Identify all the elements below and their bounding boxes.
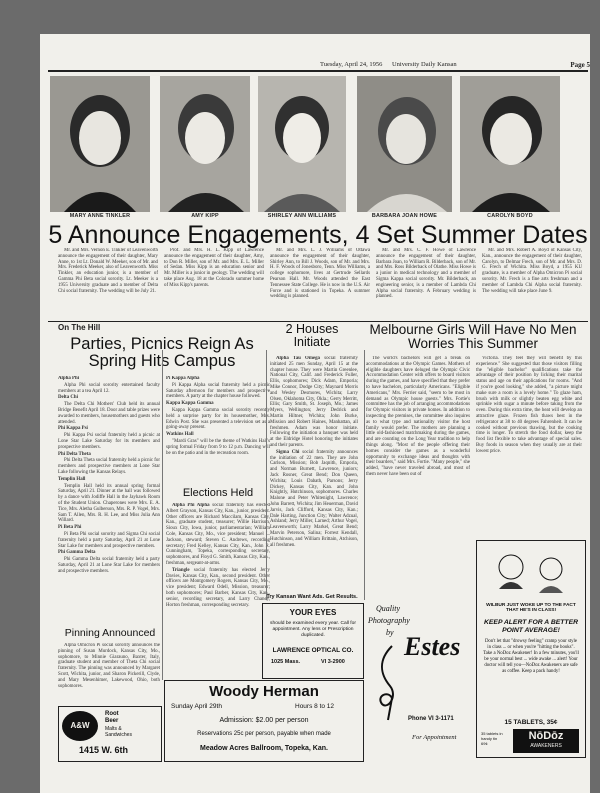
nodoz-headline: KEEP ALERT FOR A BETTER POINT AVERAGE! [483,619,579,634]
cartoon-illustration [481,545,581,603]
optical-title: YOUR EYES [289,608,337,617]
woody-name: Woody Herman [209,683,319,700]
aw-logo: A&W [62,711,98,741]
houses-body: Alpha Tau Omega social fraternity initiated 25 men Sunday, April 15 at the chapter house. They were Martin Greenlee, National City, Calif. and Frederick Fuller, Ellis, sophomores; Dick Adam, Emporia; Mike Connor, Dodge City; Maynard Morris and Wesley Desmores, Wichita; Larry Olsen, Oklahoma City, Okla.; Gerry Merritt, Ellis; Gary Smith, St. Joseph, Mo.; James Myers, Wellington; Jerry Dedrick and Martin Hiltner, Wichita; John Burke, Mission and Robert Haines, Manhattan, all freshmen. Adam was honor initiate. Following the initiation a banquet was held at the Eldridge Hotel honoring the initiates and their parents. Sigma Chi social fraternity announces the initiation of 22 men. They are John Carlson, Mission; Bob Jaqnith, Emporia, and Norman Burnett, Lawrence, juniors; Jack Rosner, Great Bend; Don Queen, Wichita; Louis Dabath, Parsons; Jerry Dickey, Kansas City, Kan. and John Knightly, Hutchinson, sophomores. Charles Malone and Peter Whitenight, Lawrence; John Barrett, Wichita; Jim Heuerman, David Jarvis, Jack Clifford, Kansas City, Kan.; Dale Harting, Junction City; Walter Adzual, Ashland; Jerry Miller, Larned; Arthur Vogel, Leavenworth; Larry Markel, Great Bend; Marvin Peterson, Salina; Forrest Kendall, Hutchinson, and William Brittain, Atchison, all freshmen. [270,356,358,548]
story-col-3: Mr. and Mrs. L. J. Williams of Ottawa announce the engagement of their daughter, Shirley Ann, to Bill J. Woods, son of Mr. and Mrs. H. F. Woods of Jonesboro, Tenn. Miss Williams, a college sophomore, lives at Gertrude Sellards Pearson Hall. Mr. Woods attended the East Tennessee State College. He is now in the U.S. Air Force and is stationed in Topeka. A summer wedding is planned. [270,248,370,300]
elections-headline: Elections Held [182,487,254,499]
photo-howe [357,76,452,212]
hill-col-b: Pi Kappa Alpha Pi Kappa Alpha social fraternity held a picnic Saturday afternoon for members and prospective members. A party at the chapter house followed. Kappa Kappa Gamma Kappa Kappa Gamma social sorority recently held a surprise party for its housemother, Mrs. Edwin Post. She was presented a television set as a going-away present. Watkins Hall "Mardi Gras" will be the theme of Watkins Hall's spring formal Friday from 9 to 12 p.m. Dancing will be on the patio and in the recreation room. [166,376,270,456]
column-rule [364,350,365,600]
story-col-4: Mr. and Mrs. C. F. Howe of Lawrence announce the engagement of their daughter, Barbara Joan, to William R. Bilderback, son of Mr. and Mrs. Ross Bilderback of Olathe. Miss Howe is a junior in medical technology and a member of Sigma Kappa social sorority. Mr. Bilderback, an engineering senior, is a member of Lambda Chi Alpha social fraternity. A February wedding is planned. [376,248,476,300]
melbourne-col-a: The world's bachelors will get a break on accommodations at the Olympic Games. Mothers of eligible daughters have deluged the Olympic Civic Accommodation Center with offers to board visitors during the games, and have specified that they prefer to have bachelors, particularly Americans. "Eligible Americans," Mrs. Ferrier said, "seem to be most in demand as Olympic house guests." Mrs. Fortie's committee has the job of arranging accommodations for Olympic visitors in private homes. In addition to inspecting the premises, the committee also inquires as to what type and nationality visitor the host family would prefer. The mothers are planning a little old-fashioned matchmaking during the games, and are counting on the Long Year tradition to help things along. "Most of the people offering their homes consider the games as a wonderful opportunity to exchange ideas and thoughts with their boarders," said Mrs. Fortie. "Many people," she added, "have never traveled abroad, and most of them never have been out of [366,356,470,477]
folio-date: Tuesday, April 24, 1956 [320,61,383,68]
nodoz-logo: NōDōz AWAKENERS [513,729,579,753]
estes-phone: Phone VI 3-1171 [408,716,454,722]
folio-paper: University Daily Kansan [391,61,457,68]
on-the-hill-kicker: On The Hill [58,323,101,332]
folio-line [320,61,590,68]
photo-boyd [460,76,560,212]
photo-kipp [160,76,250,212]
elections-body: Alpha Phi Alpha social fraternity has elected Albert Grayson, Kansas City, Kan., junior, president. Other officers are Richard Maccilam, Kansas City, Kan., graduate student, treasurer; Willie Harrison, Sioux City, Iowa, junior, parliamentarian; William Cole, Kansas City, Mo., vice president; Manuel L. Jackson, steward; Steven C. Andrews, recording secretary; Fred Kelley, Kansas City, Kan., John R. Cunningham, Topeka, corresponding secretary, sophomores, and Floyd G. Smith, Kansas City, Kan., freshman, sergeant-at-arms. Triangle social fraternity has elected Jerry Davies, Kansas City, Kan., second president. Other officers are Montgomery Rogers, Kansas City, Mo., vice president; Edward Odell, Mission, treasurer; both sophomores; Paul Barber, Kansas City, Kan., senior, recording secretary, and Larry Chaney, Horton freshman, corresponding secretary. [166,503,270,608]
melbourne-col-b: Victoria. They feel they will benefit by this experience." She suggested that those visitors filling the "eligible bachelor" qualifications take the advantage of their position by licking their marital status and age on their applications for rooms. "And if you're good looking," she added, "a picture might make sure a room is a lovely home." To glaze ham, brush with milk or slightly beaten egg white and sprinkle with sugar a minute before taking from the oven. During this extra time, the heat will develop an attractive glaze. Frozen fish thaws best in the refrigerator at 38 to 40 degrees Fahrenheit. It can be cooked without previous thawing, but the cooking time is longer. To stretch the food dollar, keep the food list flexible to take advantage of special sales. Buy foods in season when they usually are at their lowest price. [476,356,582,454]
optical-name: LAWRENCE OPTICAL CO. [272,647,354,654]
pinning-headline: Pinning Announced [64,627,156,639]
houses-headline: 2 Houses Initiate [285,322,339,350]
aw-root-beer-ad: A&W Root Beer Malts & Sandwiches 1415 W. 6th [58,706,162,762]
estes-script-logo: Estes [404,632,461,661]
caption-howe: BARBARA JOAN HOWE [371,213,438,219]
melbourne-headline: Melbourne Girls Will Have No Men Worries This Summer [369,322,577,352]
story-col-2: Prof. and Mrs. H. L. Kipp of Lawrence announce the engagement of their daughter, Amy, to Don R. Miller, son of Mr. and Mrs. E. L. Miller of Sedan. Miss Kipp is an education senior and Mr. Miller is a junior in geology. The wedding will take place Aug. 18 at the Colorado summer home of Miss Kipp's parents. [164,248,264,288]
column-rule [162,350,163,680]
caption-boyd: CAROLYN BOYD [487,213,533,219]
column-rule [266,350,267,600]
caption-tinkler: MARY ANNE TINKLER [69,213,131,219]
photo-tinkler [50,76,150,212]
caption-kipp: AMY KIPP [191,213,219,219]
kansan-want-ads: Try Kansan Want Ads. Get Results. [266,594,358,600]
on-the-hill-headline: Parties, Picnics Reign As Spring Hits Campus [70,335,254,371]
story-col-1: Mr. and Mrs. Vernon E. Tinkler of Leavenworth announce the engagement of their daughter, Mary Anne, to 1st Lt. Donald W. Meeker, son of Mr. and Mrs. Frederick Meeker, also of Leavenworth. Miss Tinkler, an education junior, is a member of Gamma Phi Beta social sorority. Lt. Meeker is a 1955 University graduate and a member of Delta Chi social fraternity. The wedding will be July 21. [58,248,158,294]
top-rule [48,70,588,72]
main-headline: 5 Announce Engagements, 4 Set Summer Dates [48,221,588,249]
story-col-5: Mr. and Mrs. Robert A. Boyd of Kansas City, Kan., announce the engagement of their daughter, Carolyn, to Delmar Frech, son of Mr. and Mrs. D. G. Frech of Wichita. Miss Boyd, a 1955 KU graduate, is a member of Alpha Omicron Pi social sorority. Mr. Frech is a fine arts freshman and a member of Lambda Chi Alpha social fraternity. The wedding will take place June 9. [482,248,582,294]
woody-herman-ad: Woody Herman Sunday April 29th Hours 8 to 12 Admission: $2.00 per person Reservations 25c per person, payable when made Meadow Acres Ballroom, Topeka, Kan. [164,680,364,762]
pinning-body: Alpha Omicron Pi social sorority announces the pinning of Susan Murdock, Kansas City, Mo., sophomore, to Minnie Giarauno, Baxter, Italy, graduate student and member of Theta Chi social fraternity. The pinning was announced by Margaret Scott, Wichita, junior, and Sharon Pickerill, Clyde, and Mary Mesenhimer, Lakewood, Ohio, both sophomores. [58,643,160,689]
lawrence-optical-ad: YOUR EYES should be examined every year. Call for appointment. Any lens or Prescription duplicated. LAWRENCE OPTICAL CO. 1025 Mass. VI 3-2900 [262,603,364,679]
caption-williams: SHIRLEY ANN WILLIAMS [267,213,337,219]
folio-page-number: Page 5 [570,61,590,69]
treble-clef-icon [374,640,404,724]
aw-address: 1415 W. 6th [79,745,129,755]
photo-williams [258,76,346,212]
hill-col-a: Alpha Phi Alpha Phi social sorority entertained faculty members at a tea April 12. Delta Chi The Delta Chi Mothers' Club held its annual Bridge Benefit April 18. Door and table prizes were awarded to members, housemothers and guests who attended. Phi Kappa Psi Phi Kappa Psi social fraternity held a picnic at Lone Star Lake Saturday for its members and prospective members. Phi Delta Theta Phi Delta Theta social fraternity held a picnic for members and prospective members at Lone Star Lake following the Kansas Relays. Templin Hall Templin Hall held its annual spring formal Saturday, April 21. Dinner at the hall was followed by a dance with Jodiffe Hall in the Jayhawk Room of the Student Union. Chaperones were Mrs. E. A. Tice, Mrs. Aletha Gulberson, Mrs. R. P. Vogel, Mrs. Sam T. Allen, Mrs. R. H. Lee, and Miss Julia Ann Willard. Pi Beta Phi Pi Beta Phi social sorority and Sigma Chi social fraternity held a party Saturday, April 21 at Lone Star Lake for members and prospective members. Phi Gamma Delta Phi Gamma Delta social fraternity held a party Saturday, April 21 at Lone Star Lake for members and prospective members. [58,376,160,574]
nodoz-ad: WILBUR JUST WOKE UP TO THE FACT THAT HE'S IN CLASS! KEEP ALERT FOR A BETTER POINT AVERAGE! Don't let that "drowsy feeling" cramp your style in class ... or when you're "hitting the books". Take a NoDoz Awakener! In a few minutes, you'll be your normal best ... wide awake ... alert! Your doctor will tell you—NoDoz Awakeners are safe as coffee. Keep a pack handy! 15 TABLETS, 35¢ 35 tablets in handy tin 69¢ NōDōz AWAKENERS [476,540,586,758]
